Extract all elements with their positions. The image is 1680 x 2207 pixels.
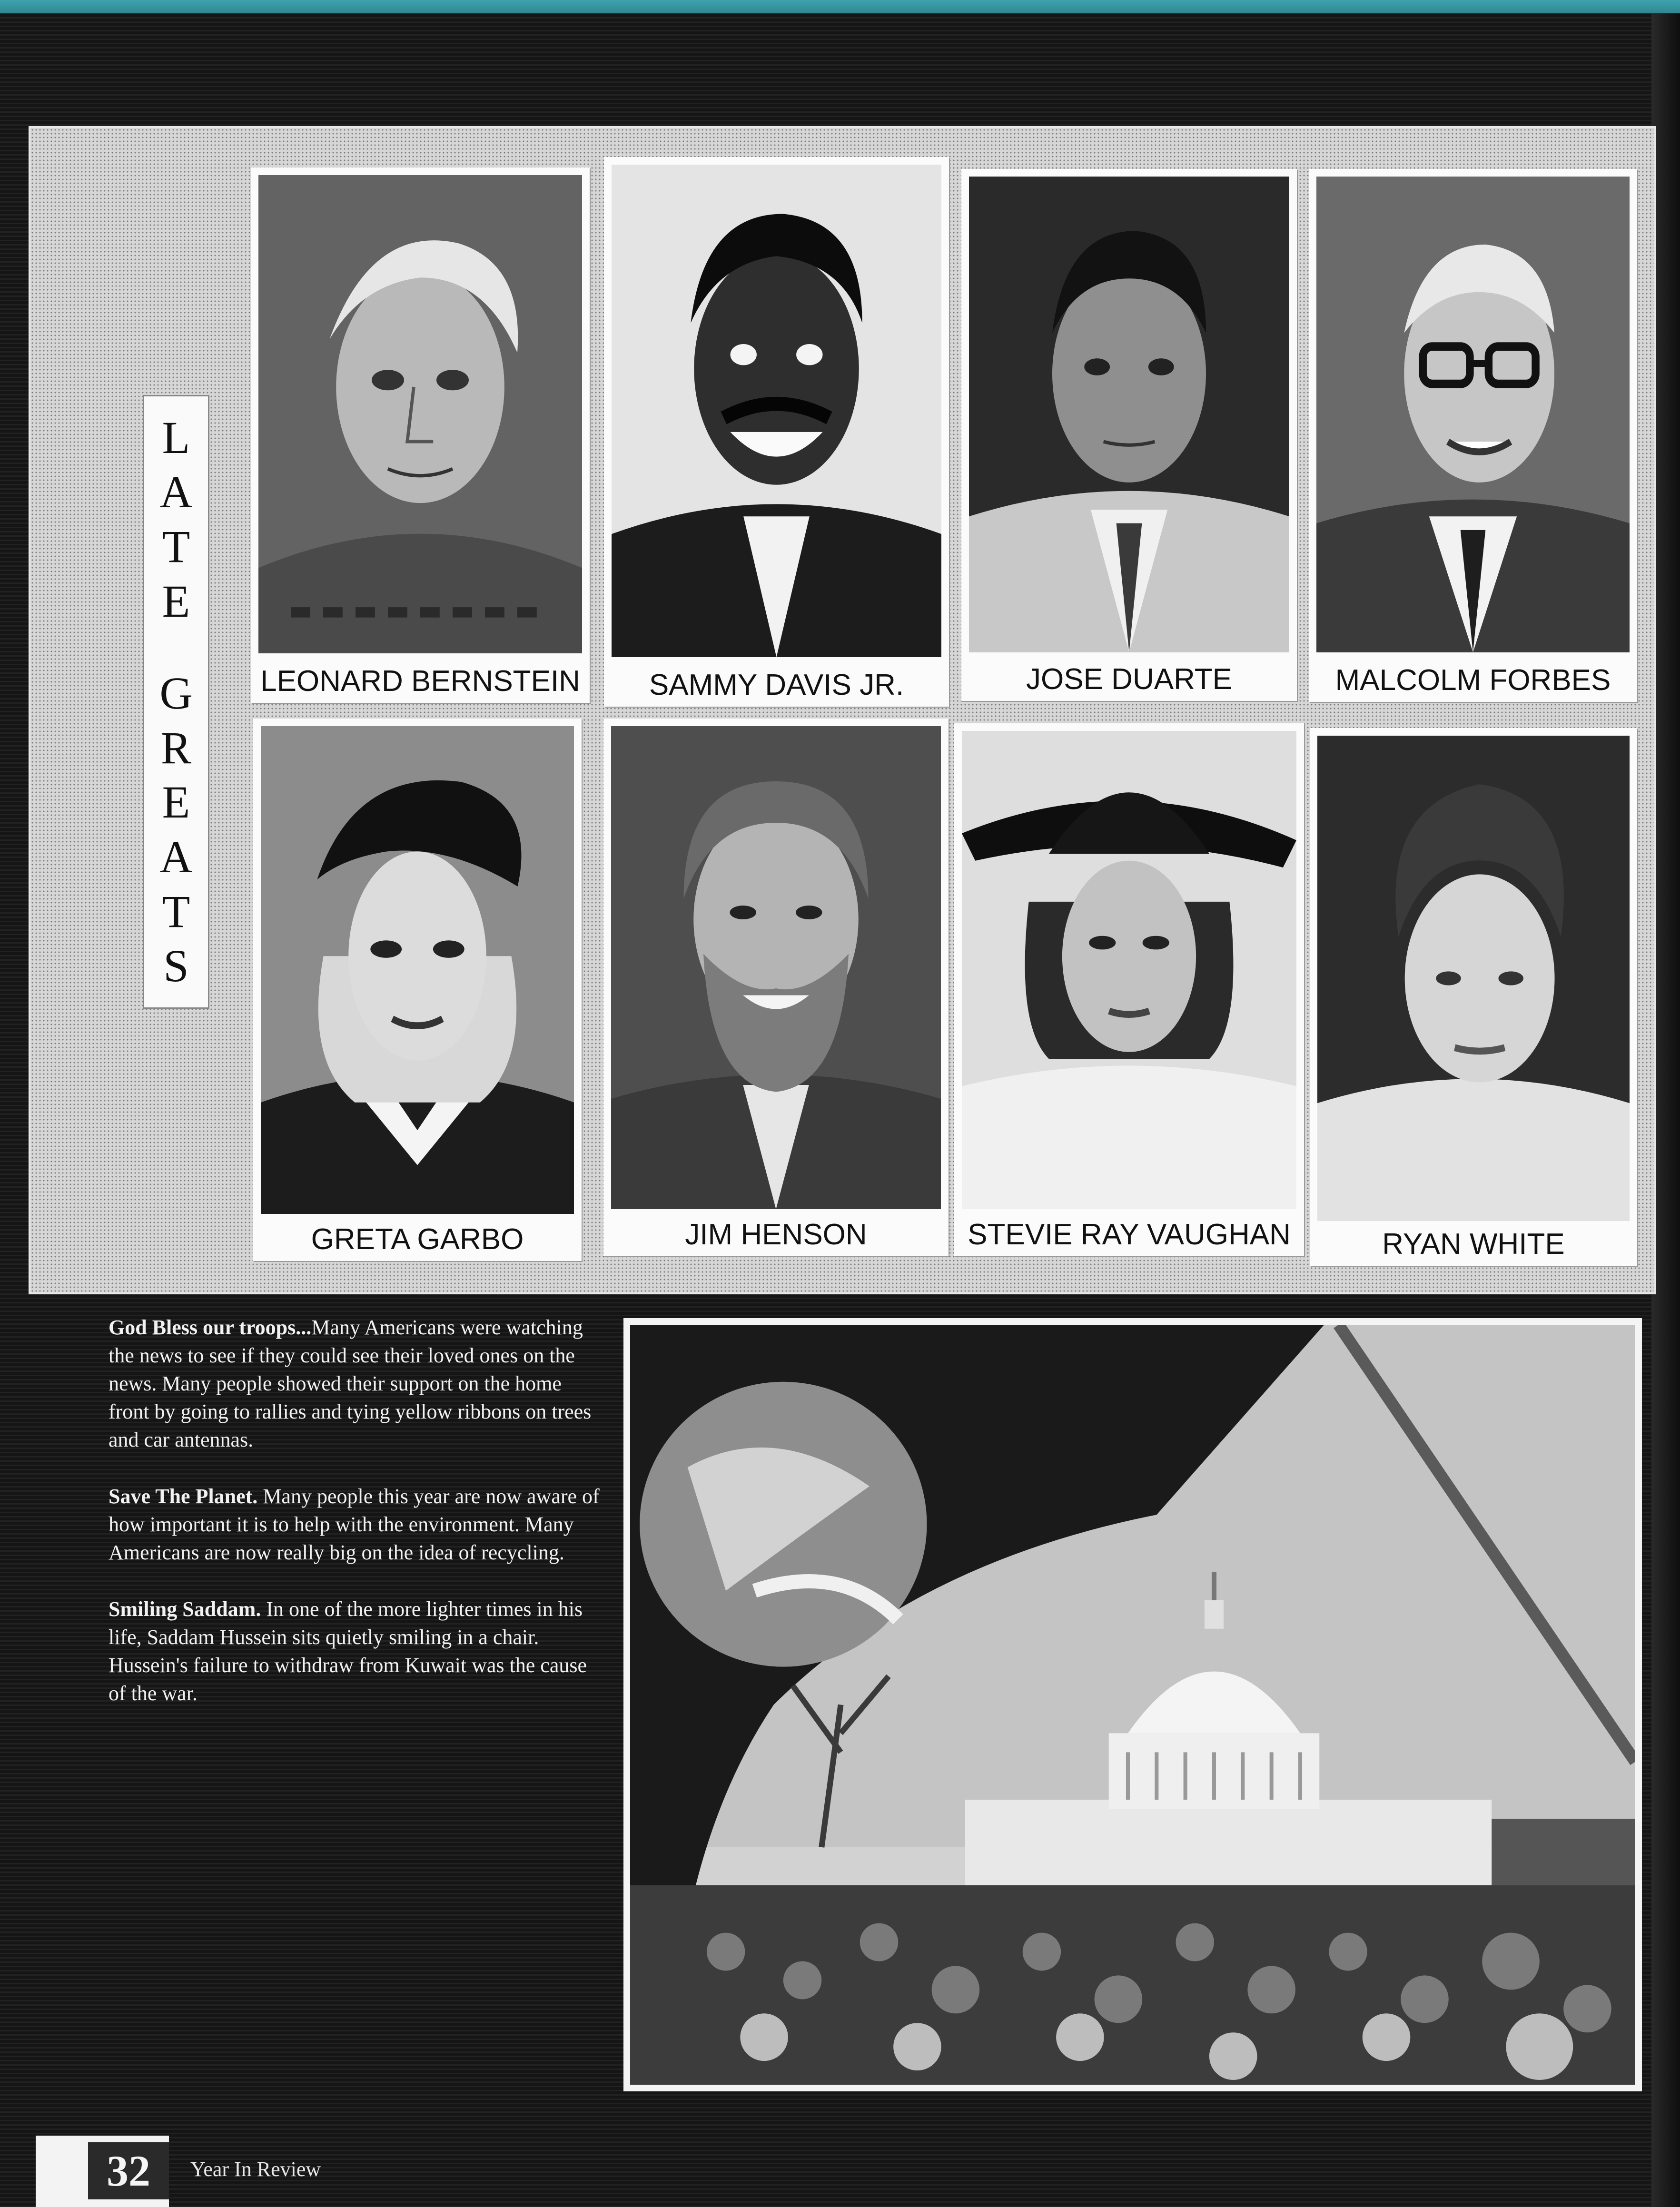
- portrait-card-duarte: [961, 169, 1297, 701]
- portrait-photo: [969, 177, 1289, 652]
- portrait-card-davis: [604, 157, 949, 707]
- title-letter: E: [162, 777, 190, 828]
- capitol-rally-photo: [623, 1318, 1642, 2091]
- portrait-photo: [1316, 177, 1630, 652]
- portrait-photo: [1317, 736, 1630, 1221]
- late-greats-title: [143, 395, 209, 1009]
- portrait-photo: [962, 731, 1296, 1209]
- caption-troops: [109, 1313, 603, 1454]
- portrait-name: LEONARD BERNSTEIN: [260, 664, 580, 698]
- page-number-box: [36, 2136, 169, 2207]
- title-letter: T: [162, 886, 190, 937]
- title-letter: A: [159, 466, 193, 518]
- portrait-card-bernstein: [251, 167, 590, 703]
- portrait-card-garbo: [253, 719, 582, 1261]
- title-letter: S: [163, 940, 189, 992]
- portrait-card-forbes: [1309, 169, 1637, 702]
- title-letter: A: [159, 831, 193, 882]
- portrait-photo: [612, 165, 941, 657]
- title-letter: E: [162, 575, 190, 627]
- title-letter: G: [159, 667, 193, 719]
- caption-text: Many Americans were watching the news to see if they could see their loved ones on the news. Many people showed their support on the home front by going to rallies and tying yellow ribbons on trees and car antennas.: [109, 1316, 592, 1451]
- portrait-name: MALCOLM FORBES: [1335, 663, 1611, 697]
- title-letter: R: [160, 722, 192, 773]
- portrait-name: GRETA GARBO: [311, 1222, 524, 1256]
- caption-planet: [109, 1482, 603, 1567]
- section-label: Year In Review: [190, 2158, 321, 2181]
- caption-lead: God Bless our troops...: [109, 1316, 312, 1339]
- top-color-band: [0, 0, 1680, 13]
- portrait-card-white: [1310, 728, 1637, 1266]
- portrait-card-henson: [603, 719, 949, 1256]
- portrait-name: STEVIE RAY VAUGHAN: [968, 1218, 1291, 1251]
- portrait-photo: [258, 175, 582, 653]
- caption-saddam: [109, 1595, 603, 1707]
- caption-lead: Smiling Saddam.: [109, 1597, 261, 1621]
- portrait-card-vaughan: [954, 723, 1304, 1256]
- caption-text: In one of the more lighter times in his life, Saddam Hussein sits quietly smiling in a chair. Hussein's failure to withdraw from Kuwait was the cause of the war.: [109, 1597, 587, 1705]
- portrait-photo: [611, 726, 941, 1209]
- title-letter: T: [162, 521, 190, 572]
- portrait-name: JIM HENSON: [685, 1218, 867, 1251]
- page-number: 32: [88, 2142, 169, 2199]
- caption-lead: Save The Planet.: [109, 1485, 258, 1508]
- caption-column: [109, 1313, 603, 1736]
- portrait-photo: [261, 726, 574, 1214]
- portrait-name: JOSE DUARTE: [1026, 662, 1232, 696]
- portrait-name: SAMMY DAVIS JR.: [649, 668, 904, 701]
- caption-text: Many people this year are now aware of how important it is to help with the environment. Many Americans are now really big on the idea of recycling.: [109, 1485, 600, 1564]
- portrait-name: RYAN WHITE: [1382, 1227, 1565, 1261]
- title-letter: L: [162, 412, 190, 463]
